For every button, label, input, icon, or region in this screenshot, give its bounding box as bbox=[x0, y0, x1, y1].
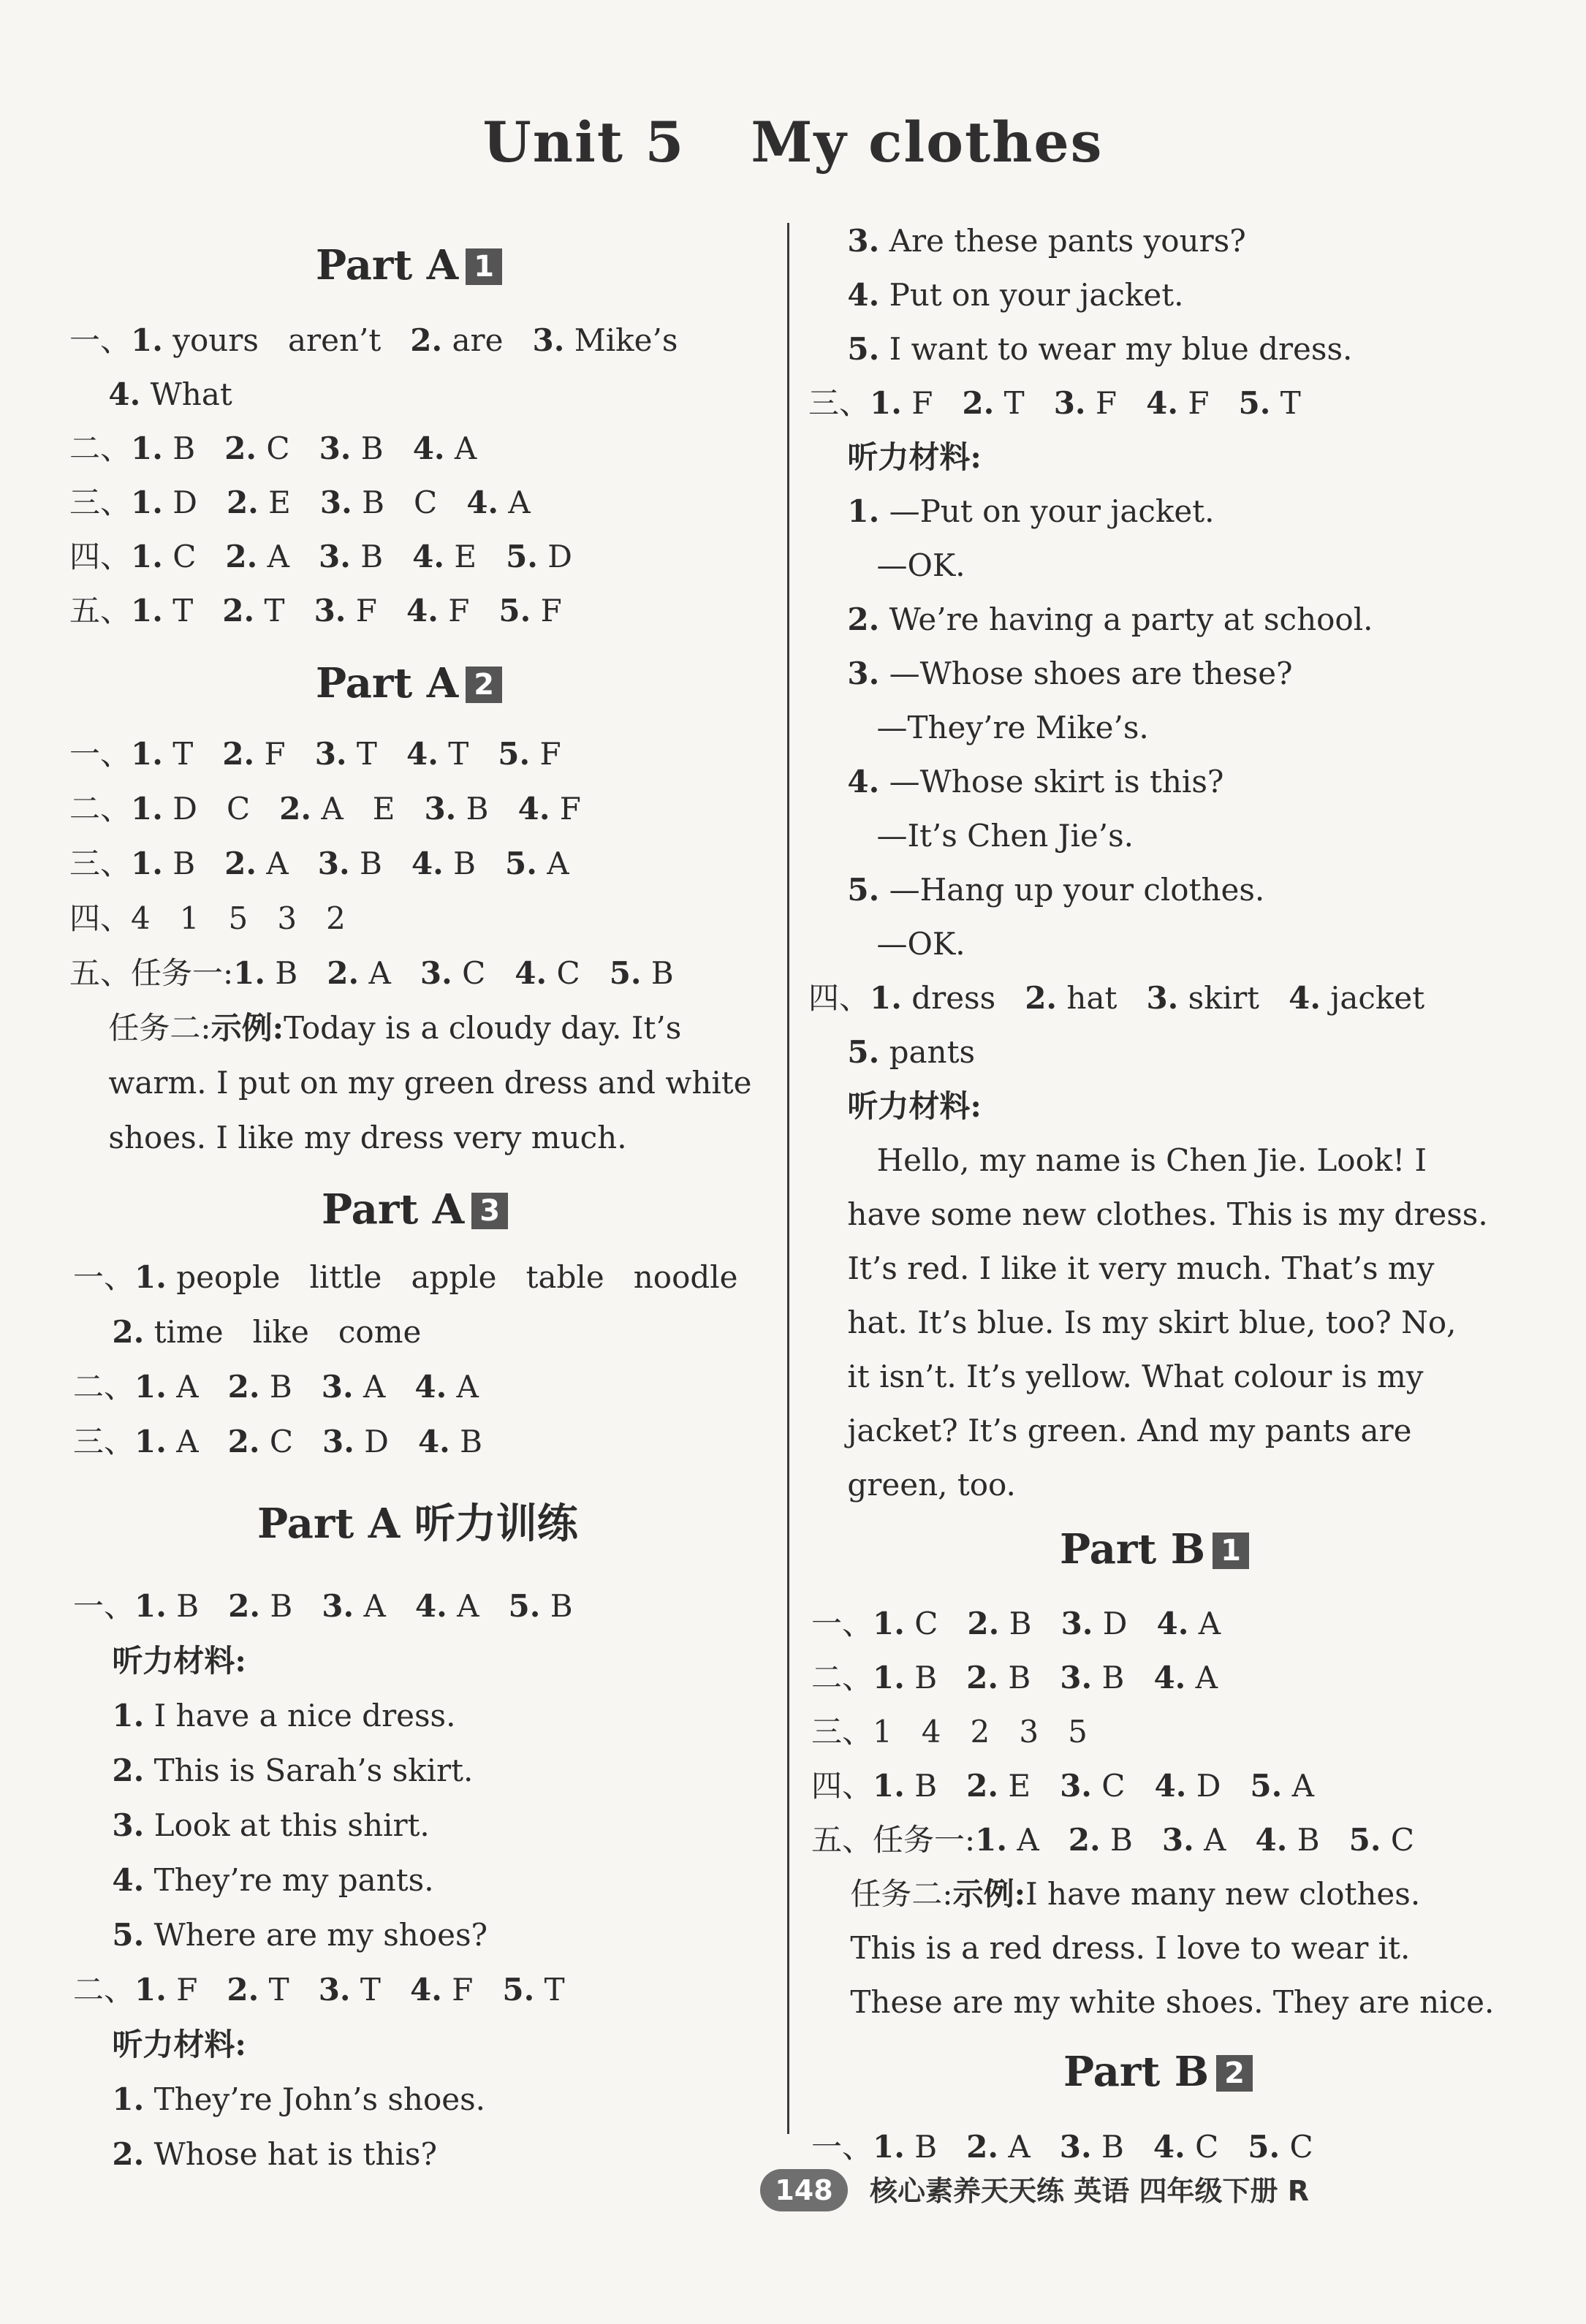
section-heading-part-b-1: Part B 1 bbox=[1060, 1524, 1249, 1575]
answer-line: It’s red. I like it very much. That’s my bbox=[808, 1250, 1435, 1286]
answer-line: 二、1. D C 2. A E 3. B 4. F bbox=[69, 791, 581, 827]
answer-line: 一、1. people little apple table noodle bbox=[73, 1259, 738, 1295]
answer-line: 三、1. F 2. T 3. F 4. F 5. T bbox=[808, 385, 1301, 421]
section-heading-part-a-3: Part A 3 bbox=[322, 1184, 508, 1235]
answer-line: 任务二:示例:Today is a cloudy day. It’s bbox=[69, 1010, 682, 1046]
section-heading-part-a-2: Part A 2 bbox=[316, 658, 502, 709]
answer-line: 四、4 1 5 3 2 bbox=[69, 900, 346, 936]
answer-line: 2. Whose hat is this? bbox=[112, 2136, 437, 2172]
answer-line: 一、1. yours aren’t 2. are 3. Mike’s bbox=[69, 322, 678, 358]
unit-name: My clothes bbox=[751, 110, 1104, 175]
book-title: 核心素养天天练 英语 四年级下册 R bbox=[870, 2175, 1309, 2207]
answer-line: 听力材料: bbox=[847, 439, 982, 475]
answer-line: jacket? It’s green. And my pants are bbox=[808, 1413, 1412, 1448]
answer-line: 四、1. dress 2. hat 3. skirt 4. jacket bbox=[808, 980, 1425, 1016]
answer-line: 四、1. B 2. E 3. C 4. D 5. A bbox=[811, 1768, 1314, 1804]
answer-line: 5. Where are my shoes? bbox=[112, 1917, 488, 1953]
answer-line: 三、1. B 2. A 3. B 4. B 5. A bbox=[69, 846, 569, 881]
answer-line: shoes. I like my dress very much. bbox=[69, 1120, 627, 1155]
answer-line: 二、1. A 2. B 3. A 4. A bbox=[73, 1369, 479, 1405]
answer-line: 三、1. A 2. C 3. D 4. B bbox=[73, 1424, 483, 1459]
answer-line: 五、任务一:1. B 2. A 3. C 4. C 5. B bbox=[69, 955, 674, 991]
answer-line: 一、1. C 2. B 3. D 4. A bbox=[811, 1606, 1221, 1641]
answer-line: hat. It’s blue. Is my skirt blue, too? No, bbox=[808, 1305, 1457, 1340]
answer-line: warm. I put on my green dress and white bbox=[69, 1065, 752, 1101]
answer-line: 五、1. T 2. T 3. F 4. F 5. F bbox=[69, 593, 562, 629]
answer-line: 4. —Whose skirt is this? bbox=[847, 764, 1224, 800]
answer-line: 一、1. B 2. A 3. B 4. C 5. C bbox=[811, 2129, 1313, 2165]
answer-line: 5. I want to wear my blue dress. bbox=[847, 331, 1353, 367]
page-number: 148 bbox=[760, 2169, 848, 2211]
section-heading-part-a-listening: Part A 听力训练 bbox=[257, 1500, 578, 1548]
answer-line: 2. We’re having a party at school. bbox=[847, 601, 1373, 637]
answer-line: 4. They’re my pants. bbox=[112, 1862, 434, 1898]
answer-line: 3. Are these pants yours? bbox=[847, 223, 1246, 259]
answer-line: have some new clothes. This is my dress. bbox=[808, 1196, 1488, 1232]
answer-line: 二、1. F 2. T 3. T 4. F 5. T bbox=[73, 1972, 565, 2008]
answer-line: 4. What bbox=[108, 376, 232, 412]
answer-line: 听力材料: bbox=[112, 2027, 246, 2062]
answer-line: 1. —Put on your jacket. bbox=[847, 493, 1215, 529]
answer-line: 3. —Whose shoes are these? bbox=[847, 656, 1293, 691]
answer-line: —It’s Chen Jie’s. bbox=[808, 818, 1134, 854]
answer-line: 听力材料: bbox=[112, 1643, 246, 1679]
answer-line: —OK. bbox=[808, 547, 965, 583]
answer-line: 一、1. T 2. F 3. T 4. T 5. F bbox=[69, 736, 561, 772]
answer-line: 1. I have a nice dress. bbox=[112, 1698, 456, 1733]
page-title bbox=[0, 110, 1586, 175]
answer-line: —They’re Mike’s. bbox=[808, 710, 1149, 745]
answer-line: 2. time like come bbox=[112, 1314, 422, 1350]
section-heading-part-a-1: Part A 1 bbox=[316, 240, 502, 291]
answer-line: —OK. bbox=[808, 926, 965, 962]
answer-line: 四、1. C 2. A 3. B 4. E 5. D bbox=[69, 539, 572, 574]
answer-line: 1. They’re John’s shoes. bbox=[112, 2081, 486, 2117]
answer-line: 5. pants bbox=[847, 1034, 976, 1070]
answer-line: 3. Look at this shirt. bbox=[112, 1807, 430, 1843]
answer-line: 三、1 4 2 3 5 bbox=[811, 1714, 1088, 1750]
answer-line: it isn’t. It’s yellow. What colour is my bbox=[808, 1359, 1424, 1394]
answer-line: 听力材料: bbox=[847, 1088, 982, 1124]
answer-line: 五、任务一:1. A 2. B 3. A 4. B 5. C bbox=[811, 1822, 1414, 1858]
answer-line: 5. —Hang up your clothes. bbox=[847, 872, 1265, 908]
answer-line: 三、1. D 2. E 3. B C 4. A bbox=[69, 485, 531, 520]
column-divider bbox=[787, 223, 789, 2134]
answer-line: 二、1. B 2. B 3. B 4. A bbox=[811, 1660, 1218, 1695]
answer-line: This is a red dress. I love to wear it. bbox=[811, 1930, 1411, 1966]
answer-line: These are my white shoes. They are nice. bbox=[811, 1984, 1495, 2020]
answer-line: 任务二:示例:I have many new clothes. bbox=[811, 1876, 1421, 1912]
answer-line: 4. Put on your jacket. bbox=[847, 277, 1184, 313]
answer-line: Hello, my name is Chen Jie. Look! I bbox=[808, 1142, 1427, 1178]
answer-line: 一、1. B 2. B 3. A 4. A 5. B bbox=[73, 1588, 573, 1624]
answer-line: green, too. bbox=[808, 1467, 1016, 1503]
answer-line: 二、1. B 2. C 3. B 4. A bbox=[69, 430, 477, 466]
section-heading-part-b-2: Part B 2 bbox=[1063, 2046, 1253, 2097]
unit-number: Unit 5 bbox=[482, 110, 686, 175]
answer-line: 2. This is Sarah’s skirt. bbox=[112, 1753, 474, 1788]
